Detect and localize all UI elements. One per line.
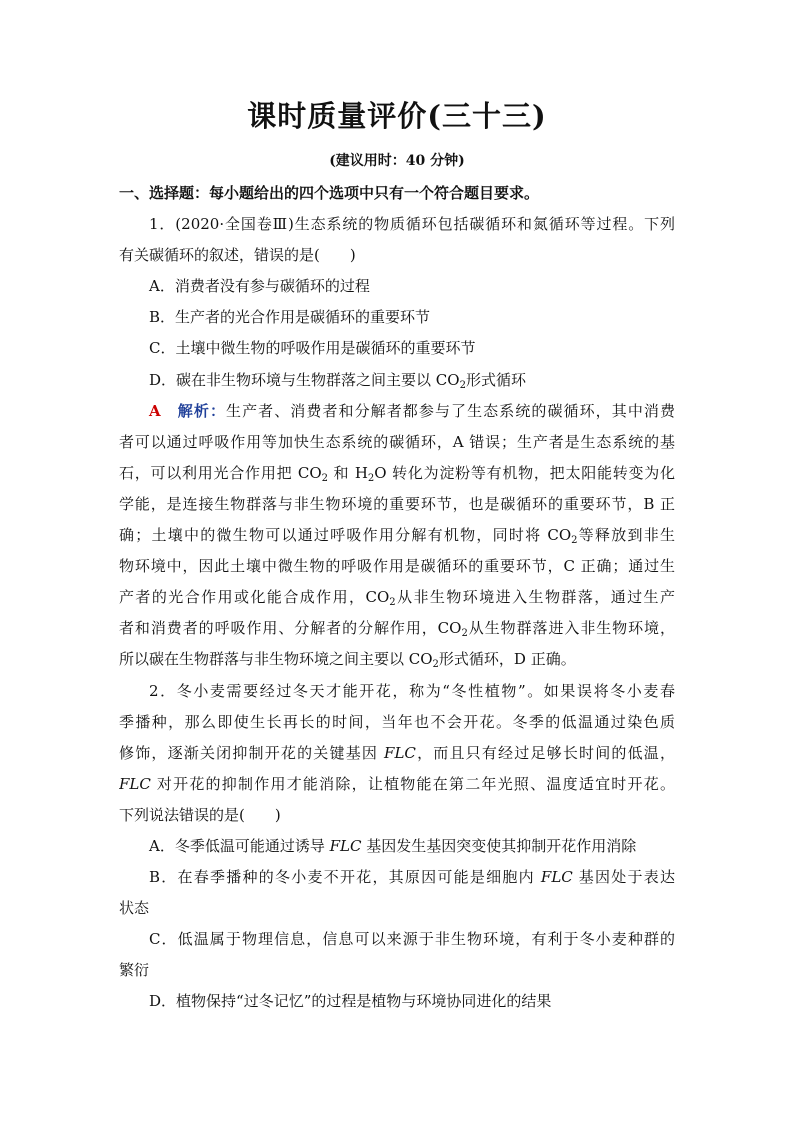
- gene-name: FLC: [329, 836, 362, 855]
- q2-option-c-cont: 繁衍: [119, 961, 150, 980]
- q1-analysis-line-8: 者和消费者的呼吸作用、分解者的分解作用，$CO_2$从生物群落进入非生物环境，: [119, 619, 675, 640]
- q1-answer: A: [149, 401, 161, 420]
- q1-analysis-line-5: 确；土壤中的微生物可以通过呼吸作用分解有机物，同时将 $CO_2$等释放到非生: [119, 526, 675, 547]
- section-heading: 一、选择题：每小题给出的四个选项中只有一个符合题目要求。: [119, 184, 540, 202]
- q1-option-a: A．消费者没有参与碳循环的过程: [149, 277, 370, 296]
- page-title: 课时质量评价(三十三): [247, 99, 547, 133]
- gene-name: FLC: [540, 868, 573, 887]
- q1-stem-line-1: 1．(2020·全国卷Ⅲ)生态系统的物质循环包括碳循环和氮循环等过程。下列: [149, 215, 675, 234]
- q1-analysis-line-3: 石，可以利用光合作用把 $CO_2$ 和 $H_2O$ 转化为淀粉等有机物，把太阳能转变为化: [119, 463, 675, 484]
- q1-analysis-line-9: 所以碳在生物群落与非生物环境之间主要以 $CO_2$形式循环，D 正确。: [119, 650, 576, 671]
- q1-analysis-line-6: 物环境中，因此土壤中微生物的呼吸作用是碳循环的重要环节，C 正确；通过生: [119, 557, 675, 576]
- q2-stem-line-5: 下列说法错误的是( ): [119, 805, 281, 824]
- q2-option-b: B．在春季播种的冬小麦不开花，其原因可能是细胞内 FLC 基因处于表达: [149, 868, 675, 887]
- q2-option-b-cont: 状态: [119, 899, 150, 918]
- q1-analysis-line-1: A 解析：生产者、消费者和分解者都参与了生态系统的碳循环，其中消费: [149, 401, 675, 420]
- q2-option-c: C．低温属于物理信息，信息可以来源于非生物环境，有利于冬小麦种群的: [149, 930, 675, 949]
- q1-analysis-line-4: 学能，是连接生物群落与非生物环境的重要环节，也是碳循环的重要环节，B 正: [119, 494, 675, 513]
- q2-stem-line-1: 2．冬小麦需要经过冬天才能开花，称为“冬性植物”。如果误将冬小麦春: [149, 681, 675, 700]
- q1-analysis-line-7: 产者的光合作用或化能合成作用，$CO_2$从非生物环境进入生物群落，通过生产: [119, 588, 675, 609]
- question-content: [119, 178, 675, 1018]
- gene-name: FLC: [119, 774, 151, 793]
- q2-stem-line-2: 季播种，那么即使生长再长的时间，当年也不会开花。冬季的低温通过染色质: [119, 712, 675, 731]
- q1-stem-line-2: 有关碳循环的叙述，错误的是( ): [119, 246, 356, 265]
- q2-stem-line-3: 修饰，逐渐关闭抑制开花的关键基因 FLC，而且只有经过足够长时间的低温，: [119, 743, 675, 762]
- q1-option-b: B．生产者的光合作用是碳循环的重要环节: [149, 308, 431, 327]
- q1-option-d: D．碳在非生物环境与生物群落之间主要以 $CO_2$形式循环: [149, 370, 526, 391]
- q1-option-c: C．土壤中微生物的呼吸作用是碳循环的重要环节: [149, 339, 476, 358]
- analysis-label: 解析：: [177, 401, 227, 420]
- q2-option-d: D．植物保持“过冬记忆”的过程是植物与环境协同进化的结果: [149, 992, 552, 1011]
- q2-option-a: A．冬季低温可能通过诱导 FLC 基因发生基因突变使其抑制开花作用消除: [149, 836, 637, 855]
- q1-analysis-line-2: 者可以通过呼吸作用等加快生态系统的碳循环，A 错误；生产者是生态系统的基: [119, 432, 675, 451]
- gene-name: FLC: [384, 743, 416, 762]
- time-suggestion: (建议用时：40 分钟): [329, 153, 465, 169]
- q2-stem-line-4: FLC 对开花的抑制作用才能消除，让植物能在第二年光照、温度适宜时开花。: [119, 774, 675, 793]
